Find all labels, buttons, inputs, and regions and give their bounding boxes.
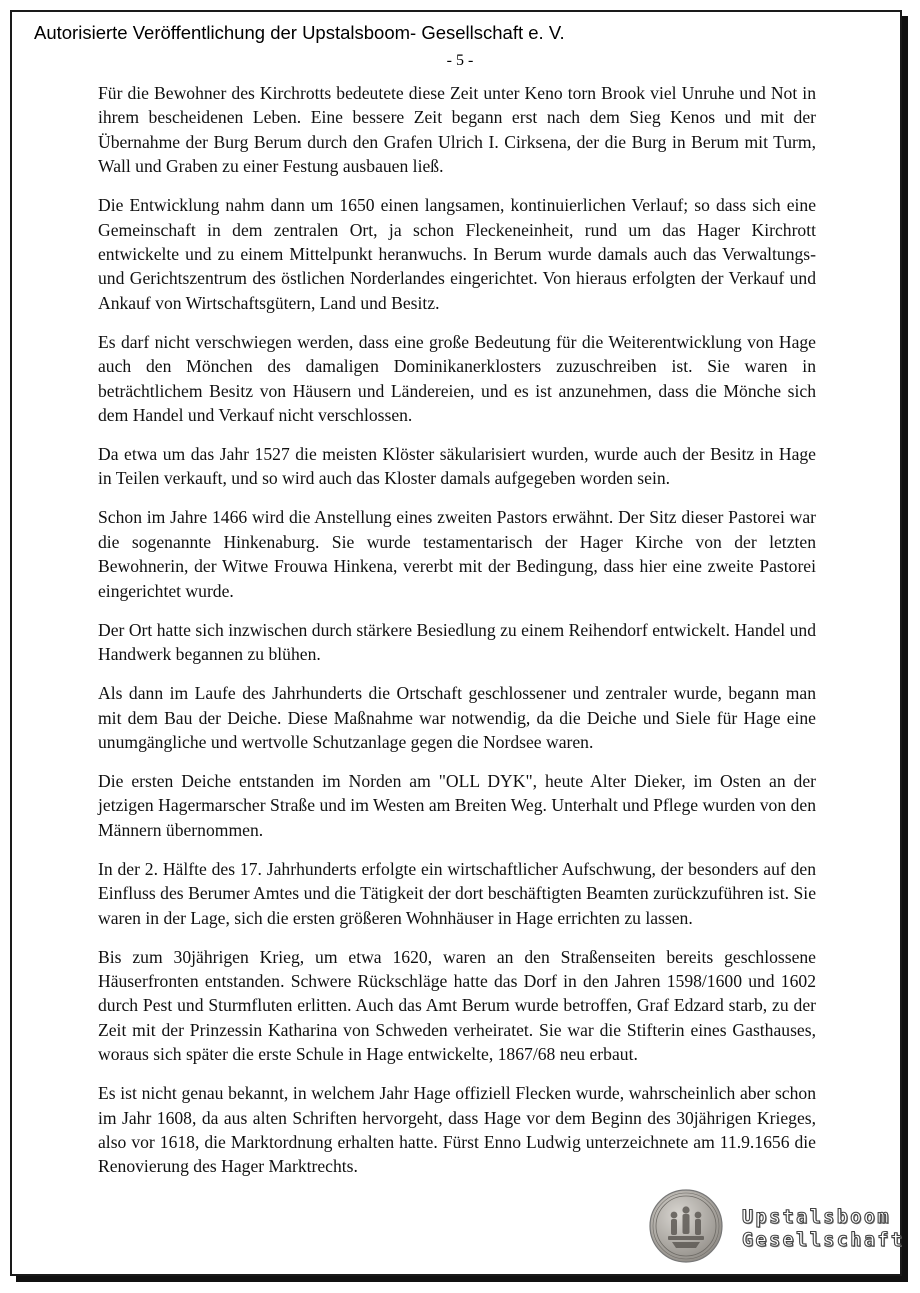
paragraph-4: Da etwa um das Jahr 1527 die meisten Klöster säkularisiert wurden, wurde auch der Besitz in Hage in Teilen verkauft, und so wird auch das Kloster damals aufgegeben worden sein. — [98, 444, 816, 489]
document-body — [98, 81, 816, 1193]
paragraph-6: Der Ort hatte sich inzwischen durch stärkere Besiedlung zu einem Reihendorf entwickelt. Handel und Handwerk begannen zu blühen. — [98, 619, 816, 665]
logo-wordmark — [742, 1206, 904, 1252]
paragraph-2: Die Entwicklung nahm dann um 1650 einen langsamen, kontinuierlichen Verlauf; so dass sich eine Gemeinschaft in dem zentralen Ort, ja schon Fleckeneinheit, rund um das Hager Kirchrott entwickelte und zu einem Mittelpunkt heranwuchs. In Berum wurde damals auch das Verwaltungs- und Gerichtszentrum des östlichen Norderlandes eingerichtet. Von hieraus erfolgten der Verkauf und Ankauf von Wirtschaftsgütern, Land und Besitz. — [98, 195, 816, 313]
paragraph-10: Bis zum 30jährigen Krieg, um etwa 1620, waren an den Straßenseiten bereits geschlossene Häuserfronten entstanden. Schwere Rückschläge hatte das Dorf in den Jahren 1598/1600 und 1602 durch Pest und Sturmfluten erlitten. Auch das Amt Berum wurde betroffen, Graf Edzard starb, zu der Zeit mit der Prinzessin Katharina von Schweden verheiratet. Sie war die Stifterin eines Gasthauses, woraus sich später die erste Schule in Hage entwickelte, 1867/68 neu erbaut. — [98, 946, 816, 1065]
page-number: - 5 - — [446, 52, 474, 69]
paragraph-9: In der 2. Hälfte des 17. Jahrhunderts erfolgte ein wirtschaftlicher Aufschwung, der besonders auf den Einfluss des Berumer Amtes und die Tätigkeit der dort beschäftigten Beamten zurückzuführen ist. Sie waren in der Lage, sich die ersten größeren Wohnhäuser in Hage errichten zu lassen. — [98, 858, 816, 928]
logo-line-1: Upstalsboom — [742, 1207, 891, 1228]
paragraph-11: Es ist nicht genau bekannt, in welchem Jahr Hage offiziell Flecken wurde, wahrscheinlich aber schon im Jahr 1608, da aus alten Schriften hervorgeht, dass Hage vor dem Beginn des 30jährigen Krieges, also vor 1618, die Marktordnung erhalten hatte. Fürst Enno Ludwig unterzeichnete am 11.9.1656 die Renovierung des Hager Marktrechts. — [98, 1083, 816, 1177]
paragraph-1: Für die Bewohner des Kirchrotts bedeutete diese Zeit unter Keno torn Brook viel Unruhe und Not in ihrem bescheidenen Leben. Eine bessere Zeit begann erst nach dem Sieg Kenos und mit der Übernahme der Burg Berum durch den Grafen Ulrich I. Cirksena, der die Burg in Berum mit Turm, Wall und Graben zu einer Festung ausbauen ließ. — [98, 83, 816, 177]
paragraph-7: Als dann im Laufe des Jahrhunderts die Ortschaft geschlossener und zentraler wurde, begann man mit dem Bau der Deiche. Diese Maßnahme war notwendig, da die Deiche und Siele für Hage eine unumgängliche und wertvolle Schutzanlage gegen die Nordsee waren. — [98, 683, 816, 752]
paragraph-5: Schon im Jahre 1466 wird die Anstellung eines zweiten Pastors erwähnt. Der Sitz dieser Pastorei war die sogenannte Hinkenaburg. Sie wurde testamentarisch der Hager Kirche von der letzten Bewohnerin, der Witwe Frouwa Hinkena, vererbt mit der Bedingung, dass hier eine zweite Pastorei eingerichtet wurde. — [98, 507, 816, 601]
seal-icon — [648, 1188, 724, 1264]
logo-line-2: Gesellschaft — [742, 1230, 905, 1251]
upstalsboom-logo — [648, 1188, 905, 1268]
paragraph-3: Es darf nicht verschwiegen werden, dass eine große Bedeutung für die Weiterentwicklung von Hage auch den Mönchen des damaligen Dominikanerklosters zuzuschreiben ist. Sie waren in beträchtlichem Besitz von Häusern und Ländereien, und es ist anzunehmen, dass die Mönche sich dem Handel und Verkauf nicht verschlossen. — [98, 331, 816, 426]
paragraph-8: Die ersten Deiche entstanden im Norden am "OLL DYK", heute Alter Dieker, im Osten an der jetzigen Hagermarscher Straße und im Westen am Breiten Weg. Unterhalt und Pflege wurden von den Männern übernommen. — [98, 770, 816, 840]
page-header: Autorisierte Veröffentlichung der Upstalsboom- Gesellschaft e. V. — [34, 22, 565, 43]
